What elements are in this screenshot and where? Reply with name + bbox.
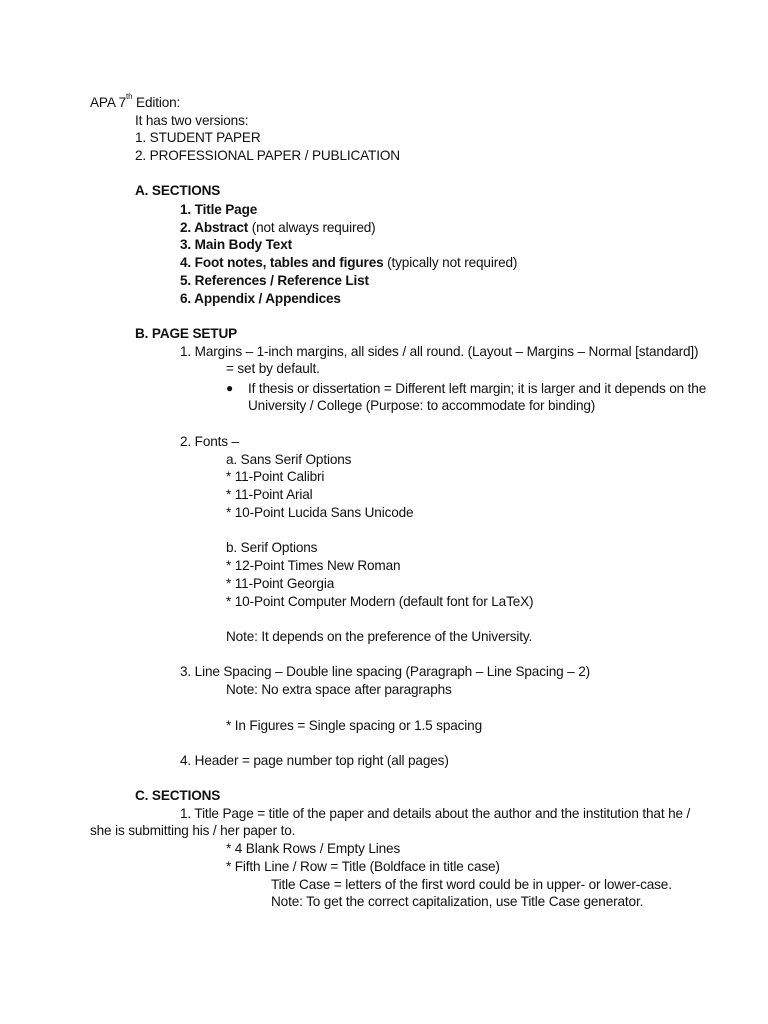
- line-spacing-note: Note: No extra space after paragraphs: [226, 682, 452, 697]
- font-option: * 11-Point Calibri: [226, 469, 325, 484]
- heading-superscript: th: [126, 92, 133, 101]
- section-a-title: A. SECTIONS: [135, 183, 221, 198]
- intro-line: It has two versions:: [135, 113, 249, 128]
- title-page-line: 1. Title Page = title of the paper and details about the author and the institution that he /: [180, 806, 691, 821]
- bullet-icon: ●: [226, 381, 234, 395]
- bullet-line: If thesis or dissertation = Different left margin; it is larger and it depends on the: [248, 381, 707, 396]
- heading-suffix: Edition:: [132, 95, 181, 110]
- section-a-item: 2. Abstract (not always required): [180, 220, 376, 235]
- version-student: 1. STUDENT PAPER: [135, 130, 261, 145]
- section-a-item: 1. Title Page: [180, 202, 258, 217]
- section-b-title: B. PAGE SETUP: [135, 326, 238, 341]
- section-a-item: 3. Main Body Text: [180, 237, 293, 252]
- margins-continued: = set by default.: [226, 361, 320, 376]
- version-professional: 2. PROFESSIONAL PAPER / PUBLICATION: [135, 148, 400, 163]
- title-case-note: Note: To get the correct capitalization, use Title Case generator.: [271, 894, 644, 909]
- document-heading: [90, 94, 180, 111]
- font-option: * 10-Point Lucida Sans Unicode: [226, 505, 414, 520]
- fonts-note: Note: It depends on the preference of the University.: [226, 629, 533, 644]
- font-option: * 12-Point Times New Roman: [226, 558, 401, 573]
- serif-title: b. Serif Options: [226, 540, 318, 555]
- heading-text: APA 7: [90, 95, 127, 110]
- fifth-line: * Fifth Line / Row = Title (Boldface in title case): [226, 859, 500, 874]
- title-page-continued: she is submitting his / her paper to.: [90, 823, 296, 838]
- bullet-line: University / College (Purpose: to accommodate for binding): [248, 398, 596, 413]
- blank-rows: * 4 Blank Rows / Empty Lines: [226, 841, 401, 856]
- section-a-item: 5. References / Reference List: [180, 273, 369, 288]
- font-option: * 11-Point Georgia: [226, 576, 335, 591]
- line-spacing: 3. Line Spacing – Double line spacing (Paragraph – Line Spacing – 2): [180, 664, 590, 679]
- figures-spacing: * In Figures = Single spacing or 1.5 spacing: [226, 718, 482, 733]
- section-a-item: 6. Appendix / Appendices: [180, 291, 341, 306]
- font-option: * 10-Point Computer Modern (default font for LaTeX): [226, 594, 534, 609]
- margins-line: 1. Margins – 1-inch margins, all sides / all round. (Layout – Margins – Normal [standard]): [180, 344, 699, 359]
- font-option: * 11-Point Arial: [226, 487, 313, 502]
- section-a-item: 4. Foot notes, tables and figures (typically not required): [180, 255, 518, 270]
- fonts-line: 2. Fonts –: [180, 434, 239, 449]
- section-c-title: C. SECTIONS: [135, 788, 221, 803]
- sans-serif-title: a. Sans Serif Options: [226, 452, 352, 467]
- title-case-line: Title Case = letters of the first word could be in upper- or lower-case.: [271, 877, 672, 892]
- header-line: 4. Header = page number top right (all pages): [180, 753, 449, 768]
